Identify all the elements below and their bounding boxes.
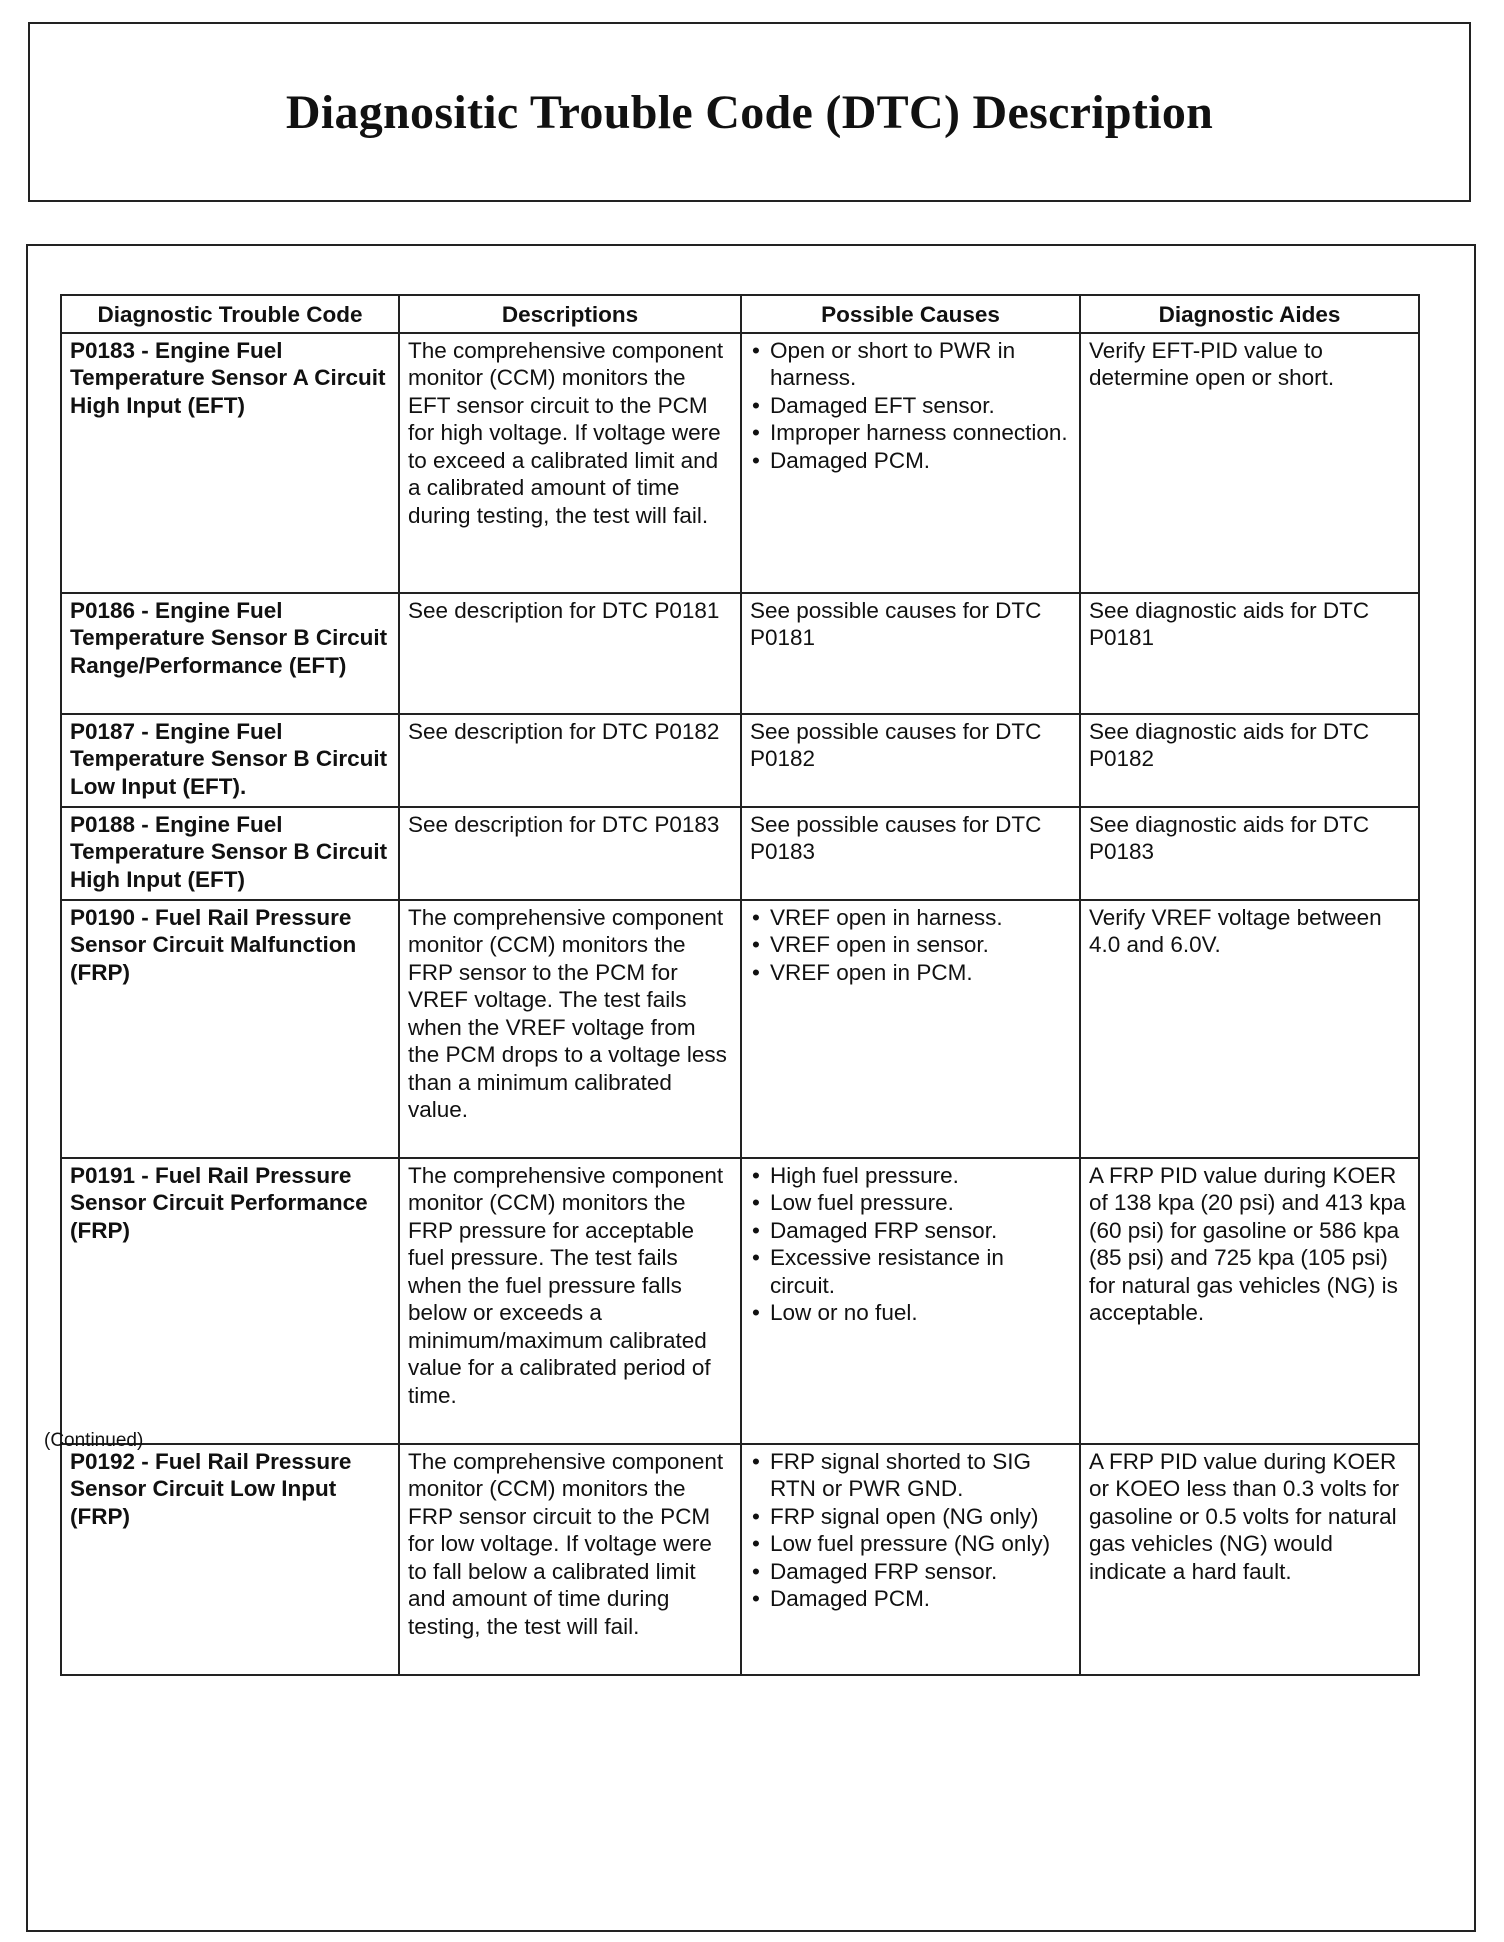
causes-list (750, 1162, 1071, 1327)
cause-item: • Damaged FRP sensor. (750, 1217, 1071, 1245)
table-row (61, 900, 1419, 1158)
cause-item: • Open or short to PWR in harness. (750, 337, 1071, 392)
table-row (61, 1444, 1419, 1675)
table-row (61, 593, 1419, 714)
cause-item: • Damaged EFT sensor. (750, 392, 1071, 420)
causes-list (750, 1448, 1071, 1613)
description-cell: The comprehensive component monitor (CCM) monitors the FRP sensor circuit to the PCM for low voltage. If voltage were to fall below a calibrated limit and amount of time during testing, the test will fail. (399, 1444, 741, 1675)
header-code: Diagnostic Trouble Code (61, 295, 399, 333)
cause-item: • Damaged PCM. (750, 1585, 1071, 1613)
description-cell: See description for DTC P0181 (399, 593, 741, 714)
aids-cell: See diagnostic aids for DTC P0181 (1080, 593, 1419, 714)
dtc-code-cell: P0192 - Fuel Rail Pressure Sensor Circuit Low Input (FRP) (61, 1444, 399, 1675)
description-cell: The comprehensive component monitor (CCM) monitors the FRP sensor to the PCM for VREF voltage. The test fails when the VREF voltage from the PCM drops to a voltage less than a minimum calibrated value. (399, 900, 741, 1158)
cause-item: • VREF open in harness. (750, 904, 1071, 932)
aids-cell: See diagnostic aids for DTC P0183 (1080, 807, 1419, 900)
table-row (61, 333, 1419, 593)
dtc-code-cell: P0187 - Engine Fuel Temperature Sensor B Circuit Low Input (EFT). (61, 714, 399, 807)
causes-list (750, 337, 1071, 475)
causes-cell (741, 333, 1080, 593)
causes-cell (741, 1158, 1080, 1444)
dtc-code-cell: P0188 - Engine Fuel Temperature Sensor B Circuit High Input (EFT) (61, 807, 399, 900)
header-diagnostic-aides: Diagnostic Aides (1080, 295, 1419, 333)
header-descriptions: Descriptions (399, 295, 741, 333)
dtc-code-cell: P0190 - Fuel Rail Pressure Sensor Circuit Malfunction (FRP) (61, 900, 399, 1158)
cause-item: • FRP signal shorted to SIG RTN or PWR GND. (750, 1448, 1071, 1503)
aids-cell: Verify EFT-PID value to determine open or short. (1080, 333, 1419, 593)
cause-item: • VREF open in PCM. (750, 959, 1071, 987)
cause-item: • VREF open in sensor. (750, 931, 1071, 959)
header-possible-causes: Possible Causes (741, 295, 1080, 333)
dtc-table (60, 294, 1420, 1676)
cause-item: • Low fuel pressure. (750, 1189, 1071, 1217)
cause-item: • Low or no fuel. (750, 1299, 1071, 1327)
causes-cell (741, 1444, 1080, 1675)
continued-note: (Continued) (44, 1430, 144, 1451)
causes-cell: See possible causes for DTC P0182 (741, 714, 1080, 807)
cause-item: • Low fuel pressure (NG only) (750, 1530, 1071, 1558)
description-cell: See description for DTC P0182 (399, 714, 741, 807)
dtc-code-cell: P0186 - Engine Fuel Temperature Sensor B Circuit Range/Performance (EFT) (61, 593, 399, 714)
table-row (61, 807, 1419, 900)
dtc-code-cell: P0191 - Fuel Rail Pressure Sensor Circuit Performance (FRP) (61, 1158, 399, 1444)
causes-cell (741, 900, 1080, 1158)
page-title: Diagnositic Trouble Code (DTC) Description (285, 85, 1214, 139)
cause-item: • Damaged PCM. (750, 447, 1071, 475)
dtc-code-cell: P0183 - Engine Fuel Temperature Sensor A Circuit High Input (EFT) (61, 333, 399, 593)
causes-list (750, 904, 1071, 987)
causes-cell: See possible causes for DTC P0181 (741, 593, 1080, 714)
aids-cell: A FRP PID value during KOER or KOEO less than 0.3 volts for gasoline or 0.5 volts for natural gas vehicles (NG) would indicate a hard fault. (1080, 1444, 1419, 1675)
description-cell: The comprehensive component monitor (CCM) monitors the FRP pressure for acceptable fuel pressure. The test fails when the fuel pressure falls below or exceeds a minimum/maximum calibrated value for a calibrated period of time. (399, 1158, 741, 1444)
cause-item: • FRP signal open (NG only) (750, 1503, 1071, 1531)
table-header-row (61, 295, 1419, 333)
title-box (28, 22, 1471, 202)
description-cell: See description for DTC P0183 (399, 807, 741, 900)
aids-cell: Verify VREF voltage between 4.0 and 6.0V. (1080, 900, 1419, 1158)
cause-item: • Improper harness connection. (750, 419, 1071, 447)
description-cell: The comprehensive component monitor (CCM) monitors the EFT sensor circuit to the PCM for high voltage. If voltage were to exceed a calibrated limit and a calibrated amount of time during testing, the test will fail. (399, 333, 741, 593)
cause-item: • Damaged FRP sensor. (750, 1558, 1071, 1586)
aids-cell: A FRP PID value during KOER of 138 kpa (20 psi) and 413 kpa (60 psi) for gasoline or 586 kpa (85 psi) and 725 kpa (105 psi) for natural gas vehicles (NG) is acceptable. (1080, 1158, 1419, 1444)
aids-cell: See diagnostic aids for DTC P0182 (1080, 714, 1419, 807)
cause-item: • High fuel pressure. (750, 1162, 1071, 1190)
content-box (26, 244, 1476, 1932)
cause-item: • Excessive resistance in circuit. (750, 1244, 1071, 1299)
causes-cell: See possible causes for DTC P0183 (741, 807, 1080, 900)
table-row (61, 714, 1419, 807)
table-row (61, 1158, 1419, 1444)
